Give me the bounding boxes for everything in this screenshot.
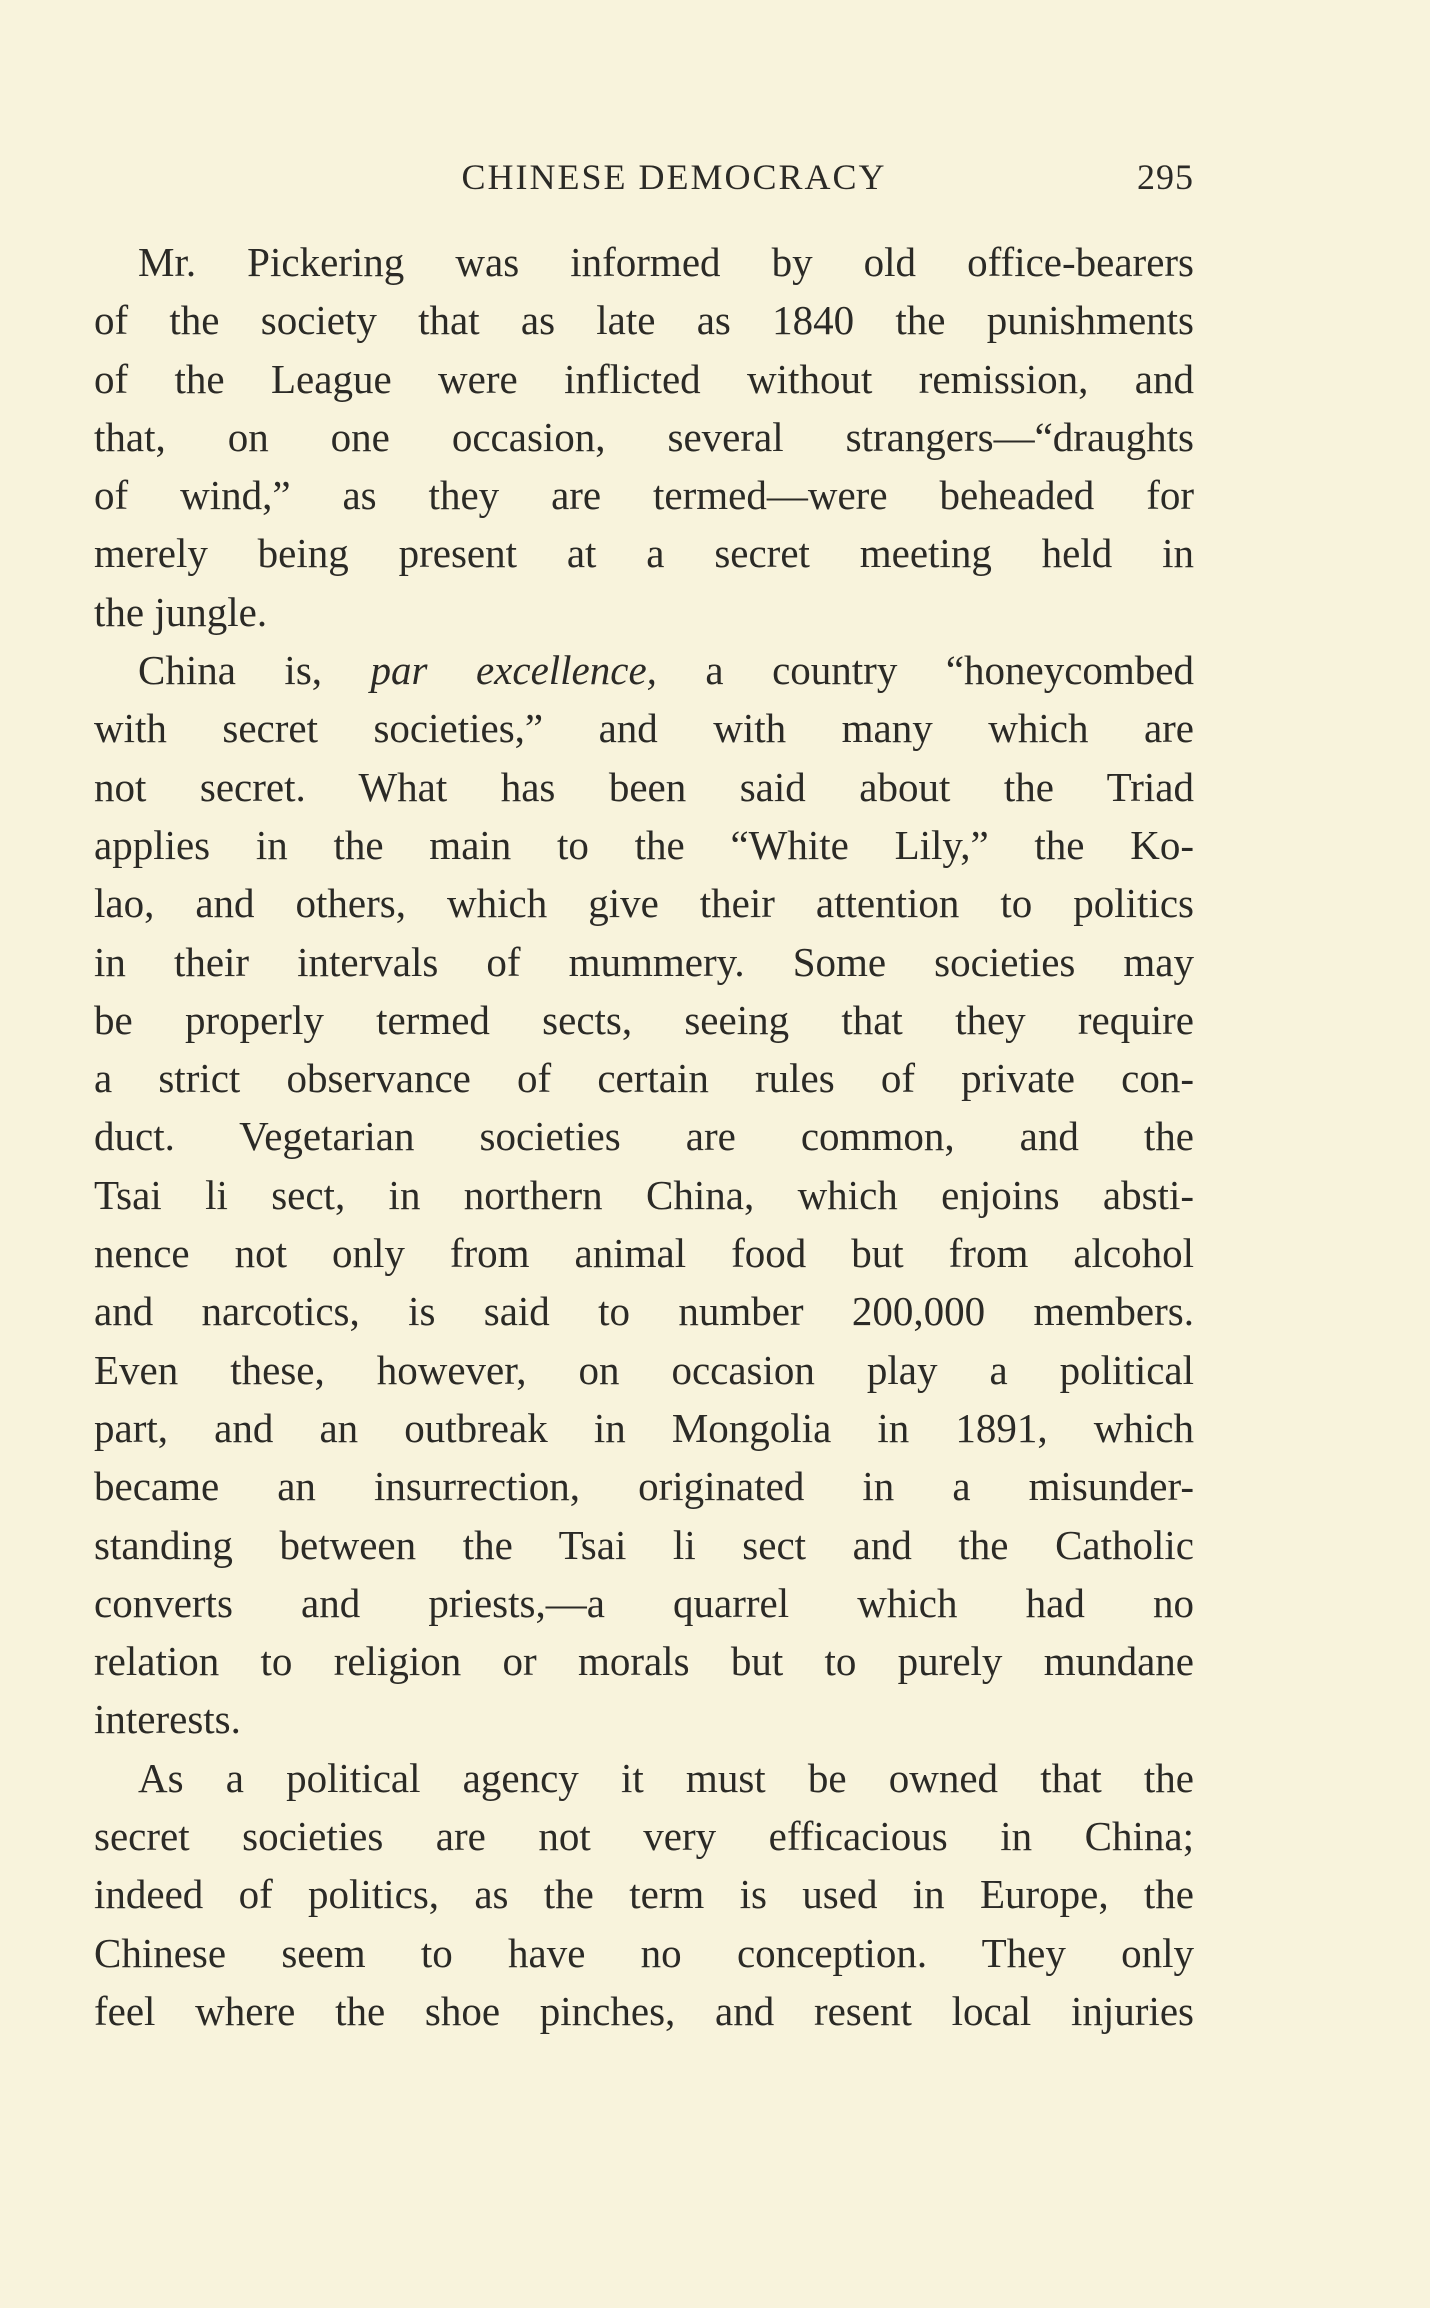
text-line: interests.: [94, 1696, 241, 1743]
text-line: a strict observance of certain rules of private con-: [94, 1055, 1194, 1102]
text-line: Chinese seem to have no conception. They only: [94, 1929, 1194, 1976]
paragraph: [94, 641, 1194, 1749]
text-line: converts and priests,—a quarrel which had no: [94, 1579, 1194, 1626]
text-line: of the League were inflicted without remission, and: [94, 355, 1194, 402]
text-line: Tsai li sect, in northern China, which enjoins absti-: [94, 1171, 1194, 1218]
text-line: duct. Vegetarian societies are common, and the: [94, 1113, 1194, 1160]
text-line: nence not only from animal food but from alcohol: [94, 1230, 1194, 1277]
text-line: with secret societies,” and with many which are: [94, 705, 1194, 752]
text-line: part, and an outbreak in Mongolia in 1891, which: [94, 1404, 1194, 1451]
paragraph: [94, 233, 1194, 641]
text-segment: a country “honeycombed: [656, 647, 1195, 694]
text-line: became an insurrection, originated in a misunder-: [94, 1463, 1194, 1510]
text-line: not secret. What has been said about the Triad: [94, 763, 1194, 810]
text-line: of wind,” as they are termed—were beheaded for: [94, 472, 1194, 519]
text-line: feel where the shoe pinches, and resent local injuries: [94, 1987, 1194, 2034]
text-line: of the society that as late as 1840 the punishments: [94, 297, 1194, 344]
text-line: As a political agency it must be owned that the: [138, 1754, 1194, 1801]
text-line: Even these, however, on occasion play a political: [94, 1346, 1194, 1393]
text-line: secret societies are not very efficacious in China;: [94, 1813, 1194, 1860]
text-line: that, on one occasion, several strangers—“draughts: [94, 413, 1194, 460]
running-header: [94, 156, 1194, 212]
text-line: the jungle.: [94, 588, 268, 635]
text-segment: China is,: [138, 647, 371, 694]
text-line: be properly termed sects, seeing that they require: [94, 996, 1194, 1043]
text-line: applies in the main to the “White Lily,” the Ko-: [94, 821, 1194, 868]
italic-phrase: par excellence,: [370, 647, 657, 694]
text-line: Mr. Pickering was informed by old office-bearers: [138, 239, 1194, 285]
paragraph: [94, 1749, 1194, 2040]
text-line: relation to religion or morals but to purely mundane: [94, 1638, 1194, 1685]
text-line: standing between the Tsai li sect and the Catholic: [94, 1521, 1194, 1568]
text-line: in their intervals of mummery. Some societies may: [94, 938, 1194, 985]
text-line: [94, 641, 1194, 699]
text-line: and narcotics, is said to number 200,000 members.: [94, 1288, 1194, 1335]
page-number: 295: [1137, 157, 1194, 197]
running-title: CHINESE DEMOCRACY: [461, 157, 887, 197]
text-line: merely being present at a secret meeting held in: [94, 530, 1194, 577]
text-line: indeed of politics, as the term is used in Europe, the: [94, 1871, 1194, 1918]
page-body: [94, 233, 1194, 2040]
text-line: lao, and others, which give their attention to politics: [94, 880, 1194, 927]
